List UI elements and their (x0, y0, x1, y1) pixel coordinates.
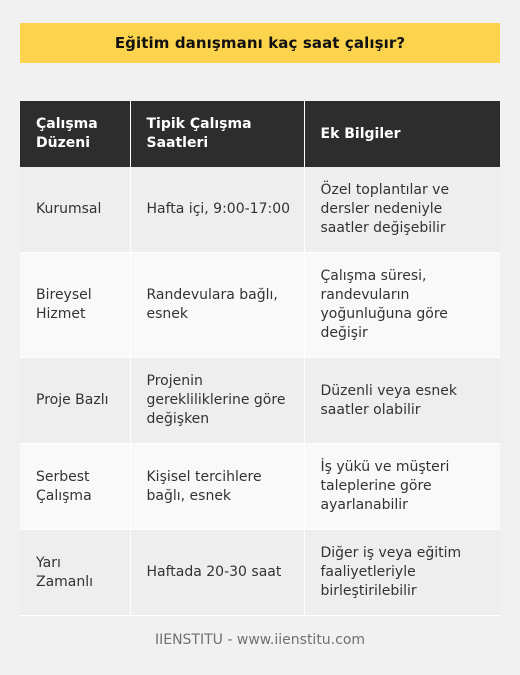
table-row (20, 530, 500, 616)
cell-work-type: Serbest Çalışma (20, 444, 130, 530)
work-schedule-table (20, 101, 500, 616)
cell-typical-hours: Projenin gerekliliklerine göre değişken (130, 358, 304, 444)
cell-additional-info: Düzenli veya esnek saatler olabilir (304, 358, 500, 444)
table-row (20, 444, 500, 530)
cell-typical-hours: Haftada 20-30 saat (130, 530, 304, 616)
table-header-row (20, 101, 500, 167)
cell-additional-info: İş yükü ve müşteri taleplerine göre ayarlanabilir (304, 444, 500, 530)
cell-additional-info: Özel toplantılar ve dersler nedeniyle saatler değişebilir (304, 167, 500, 253)
footer-credit: IIENSTITU - www.iienstitu.com (154, 632, 366, 648)
column-header-work-type: Çalışma Düzeni (20, 101, 130, 167)
cell-additional-info: Diğer iş veya eğitim faaliyetleriyle birleştirilebilir (304, 530, 500, 616)
cell-typical-hours: Kişisel tercihlere bağlı, esnek (130, 444, 304, 530)
column-header-typical-hours: Tipik Çalışma Saatleri (130, 101, 304, 167)
cell-work-type: Proje Bazlı (20, 358, 130, 444)
column-header-additional-info: Ek Bilgiler (304, 101, 500, 167)
cell-typical-hours: Randevulara bağlı, esnek (130, 253, 304, 358)
cell-typical-hours: Hafta içi, 9:00-17:00 (130, 167, 304, 253)
table-row (20, 358, 500, 444)
page-title: Eğitim danışmanı kaç saat çalışır? (114, 34, 406, 52)
table-row (20, 167, 500, 253)
cell-work-type: Yarı Zamanlı (20, 530, 130, 616)
cell-work-type: Kurumsal (20, 167, 130, 253)
table-row (20, 253, 500, 358)
cell-work-type: Bireysel Hizmet (20, 253, 130, 358)
cell-additional-info: Çalışma süresi, randevuların yoğunluğuna göre değişir (304, 253, 500, 358)
title-banner (20, 23, 500, 63)
